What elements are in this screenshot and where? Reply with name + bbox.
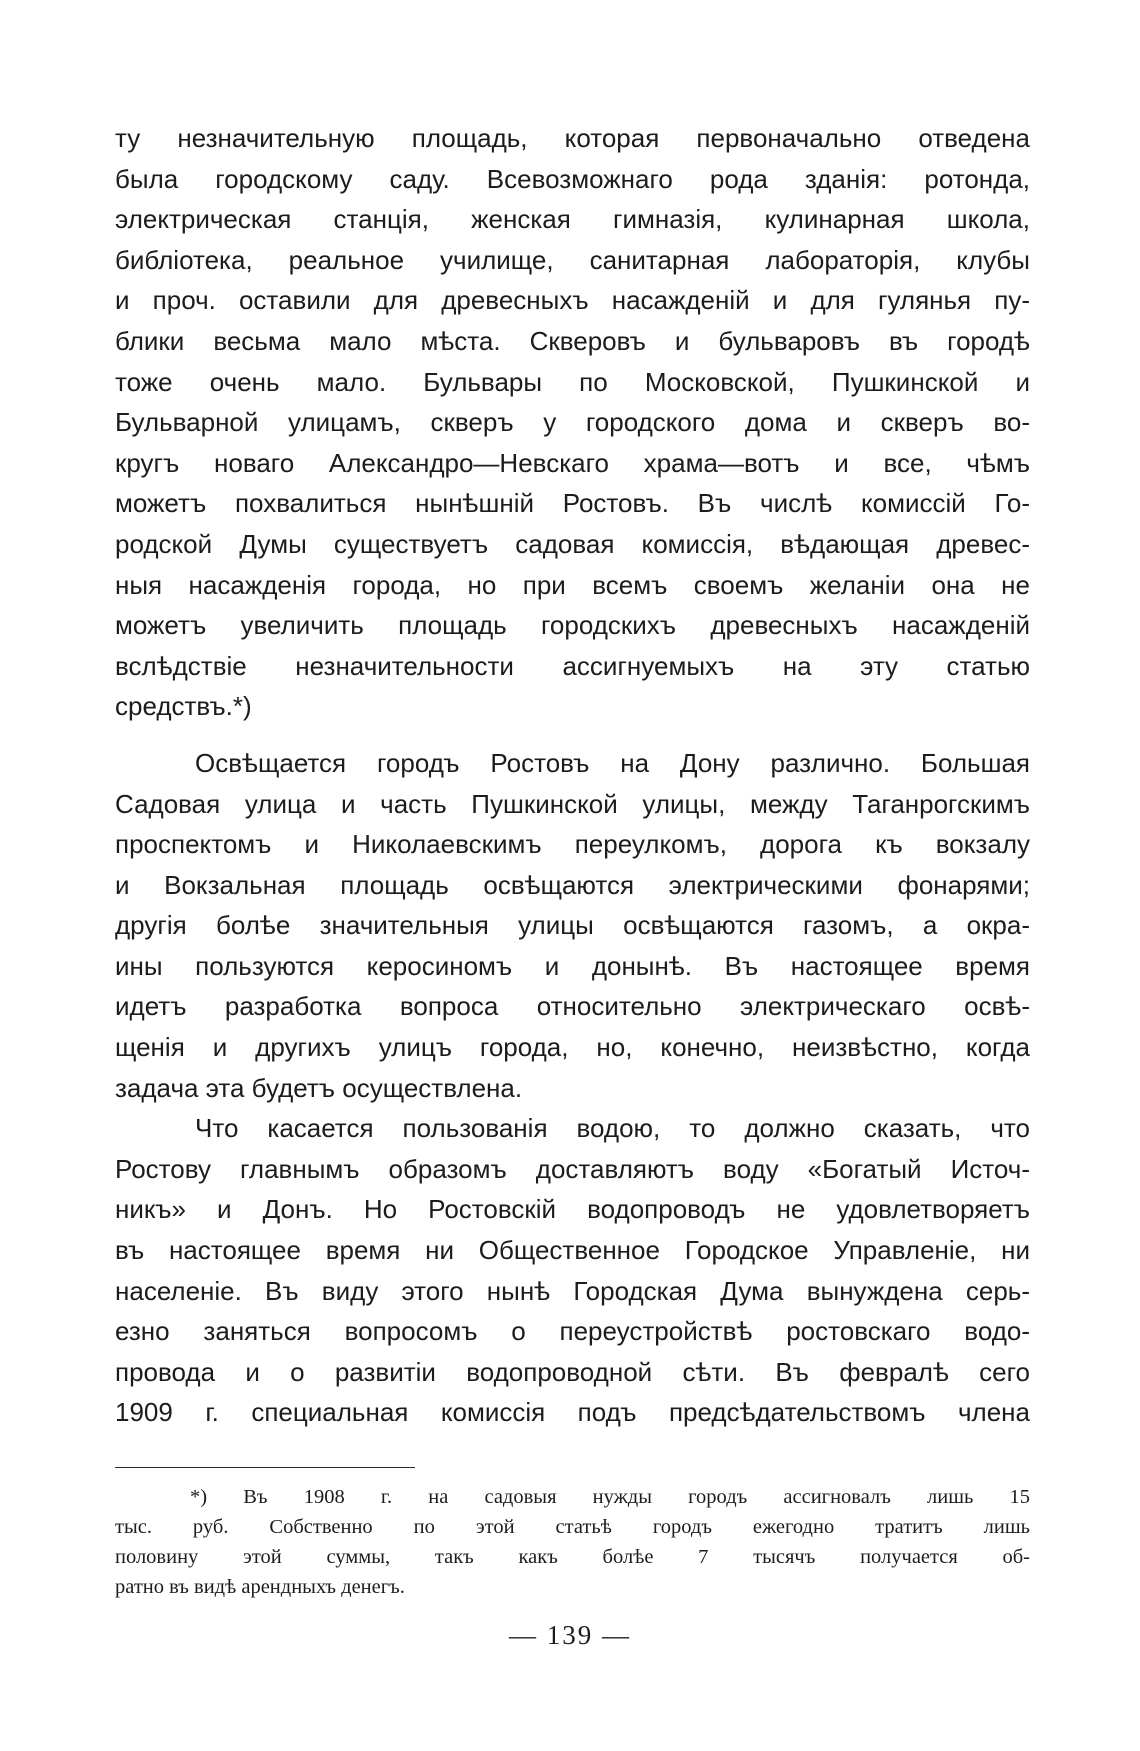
text-line: ныя насажденія города, но при всемъ своемъ желаніи она не xyxy=(115,569,1030,600)
text-line: идетъ разработка вопроса относительно электрическаго освѣ- xyxy=(115,991,1030,1022)
text-line: никъ» и Донъ. Но Ростовскій водопроводъ не удовлетворяетъ xyxy=(115,1194,1030,1225)
text-line: ту незначительную площадь, которая первоначально отведена xyxy=(115,123,1030,153)
page-number: — 139 — xyxy=(509,1620,631,1650)
text-line: Ростову главнымъ образомъ доставляютъ воду «Богатый Источ- xyxy=(115,1153,1030,1184)
footnote-line: половину этой суммы, такъ какъ болѣе 7 тысячъ получается об- xyxy=(115,1546,1030,1568)
text-line: 1909 г. специальная комиссія подъ предсѣдательствомъ члена xyxy=(115,1397,1030,1428)
text-line: можетъ увеличить площадь городскихъ древесныхъ насажденій xyxy=(115,610,1030,641)
text-line: можетъ похвалиться нынѣшній Ростовъ. Въ числѣ комиссій Го- xyxy=(115,488,1030,519)
text-line: была городскому саду. Всевозможнаго рода зданія: ротонда, xyxy=(115,163,1030,194)
text-line: средствъ.*) xyxy=(115,691,252,722)
page-body xyxy=(115,118,1030,1602)
paragraph-water xyxy=(115,1108,1030,1433)
text-line: кругъ новаго Александро—Невскаго храма—вотъ и все, чѣмъ xyxy=(115,447,1030,478)
text-line: провода и о развитіи водопроводной сѣти. Въ февралѣ сего xyxy=(115,1356,1030,1387)
paragraph-lighting xyxy=(115,743,1030,1108)
footnote-line: тыс. руб. Собственно по этой статьѣ городъ ежегодно тратитъ лишь xyxy=(115,1516,1030,1538)
text-line: населеніе. Въ виду этого нынѣ Городская Дума вынуждена серь- xyxy=(115,1275,1030,1306)
paragraph-gap xyxy=(115,727,1030,743)
text-line: библіотека, реальное училище, санитарная лабораторія, клубы xyxy=(115,244,1030,275)
text-line: езно заняться вопросомъ о переустройствѣ ростовскаго водо- xyxy=(115,1316,1030,1347)
text-line: тоже очень мало. Бульвары по Московской, Пушкинской и xyxy=(115,366,1030,397)
footnote-line: ратно въ видѣ арендныхъ денегъ. xyxy=(115,1576,405,1598)
paragraph-gardens xyxy=(115,118,1030,727)
text-line: Освѣщается городъ Ростовъ на Дону различно. Большая xyxy=(195,747,1030,778)
text-line: и проч. оставили для древесныхъ насажденій и для гулянья пу- xyxy=(115,285,1030,316)
text-line: щенія и другихъ улицъ города, но, конечно, неизвѣстно, когда xyxy=(115,1032,1030,1063)
text-line: блики весьма мало мѣста. Скверовъ и бульваровъ въ городѣ xyxy=(115,325,1030,356)
text-line: въ настоящее время ни Общественное Городское Управленіе, ни xyxy=(115,1235,1030,1266)
text-line: родской Думы существуетъ садовая комиссія, вѣдающая древес- xyxy=(115,528,1030,559)
footnote-divider xyxy=(115,1467,415,1468)
text-line: и Вокзальная площадь освѣщаются электрическими фонарями; xyxy=(115,869,1030,900)
text-line: Бульварной улицамъ, скверъ у городского дома и скверъ во- xyxy=(115,407,1030,438)
text-line: проспектомъ и Николаевскимъ переулкомъ, дорога къ вокзалу xyxy=(115,829,1030,860)
text-line: другія болѣе значительныя улицы освѣщаются газомъ, а окра- xyxy=(115,910,1030,941)
text-line: ины пользуются керосиномъ и донынѣ. Въ настоящее время xyxy=(115,950,1030,981)
text-line: Что касается пользованія водою, то должно сказать, что xyxy=(195,1113,1030,1144)
text-line: задача эта будетъ осуществлена. xyxy=(115,1072,523,1103)
footnote xyxy=(115,1482,1030,1602)
text-line: Садовая улица и часть Пушкинской улицы, между Таганрогскимъ xyxy=(115,788,1030,819)
text-line: вслѣдствіе незначительности ассигнуемыхъ на эту статью xyxy=(115,650,1030,681)
text-line: электрическая станція, женская гимназія, кулинарная школа, xyxy=(115,204,1030,235)
footnote-line: *) Въ 1908 г. на садовыя нужды городъ ассигновалъ лишь 15 xyxy=(190,1486,1030,1508)
